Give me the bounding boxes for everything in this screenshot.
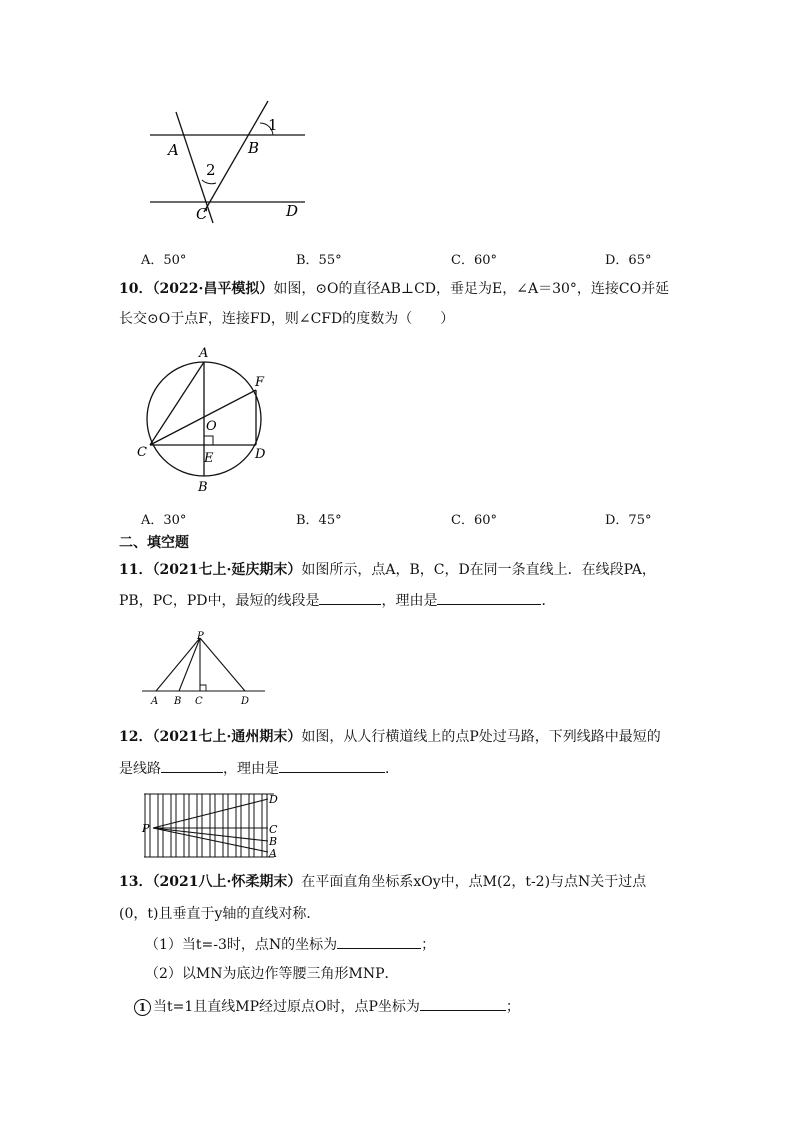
section-2-heading: 二、填空题	[119, 535, 189, 551]
q10-source: （2022·昌平模拟）	[152, 281, 274, 297]
fig9-label-b: B	[248, 139, 260, 157]
q13-sub2-part1-blank[interactable]	[420, 996, 506, 1011]
segment-pd	[200, 638, 245, 691]
q10-choice-b: B．45°	[296, 513, 342, 528]
q13-number: 13	[119, 874, 139, 890]
q10-choice-c: C．60°	[451, 513, 497, 528]
fig12-label-a: A	[269, 847, 277, 860]
q9-choice-a: A．50°	[141, 253, 187, 268]
fig10-label-e: E	[204, 451, 214, 466]
segment-cf	[150, 390, 256, 445]
q9-choice-b: B．55°	[296, 253, 342, 268]
q11-stem-1: 如图所示，点A，B，C，D在同一条直线上．在线段PA，	[301, 562, 656, 578]
q12-stem-1: 如图，从人行横道线上的点P处过马路，下列线路中最短的	[301, 729, 661, 745]
q11-line1: 11．（2021七上·延庆期末）如图所示，点A，B，C，D在同一条直线上．在线段PA，	[119, 562, 656, 578]
fig11-label-b: B	[174, 696, 182, 707]
circled-number-1: 1	[134, 999, 151, 1016]
q11-answer-blank-1[interactable]	[319, 590, 381, 605]
segment-pb	[179, 638, 200, 691]
q10-choice-d: D．75°	[605, 513, 652, 528]
q12-source: （2021七上·通州期末）	[152, 729, 302, 745]
q12-stem-2c: ．	[385, 761, 399, 777]
q13-sub1-blank[interactable]	[337, 934, 421, 949]
fig12-label-p: P	[142, 822, 150, 835]
fig12-label-c: C	[269, 823, 278, 836]
q13-sub1-end: ；	[421, 937, 436, 953]
q11-stem-2c: ．	[541, 593, 556, 609]
q12-answer-blank-1[interactable]	[161, 758, 223, 773]
fig9-label-2: 2	[206, 161, 216, 179]
right-angle-mark	[200, 685, 206, 691]
q9-figure	[140, 95, 315, 235]
fig9-label-c: C	[196, 205, 208, 223]
fig11-label-c: C	[195, 696, 203, 707]
segment-pa	[156, 638, 200, 691]
q13-line2: (0，t)且垂直于y轴的直线对称．	[119, 906, 321, 922]
q11-stem-2b: ，理由是	[381, 593, 438, 609]
q13-sub1	[145, 934, 435, 955]
q9-choice-c: C．60°	[451, 253, 497, 268]
q11-source: （2021七上·延庆期末）	[152, 562, 302, 578]
fig11-label-p: P	[197, 631, 204, 642]
fig12-label-b: B	[269, 835, 278, 848]
q10-number: 10	[119, 281, 139, 297]
q13-source: （2021八上·怀柔期末）	[152, 874, 302, 890]
fig9-label-a: A	[168, 141, 179, 159]
q9-choice-d: D．65°	[605, 253, 652, 268]
q10-stem-1: 如图，⊙O的直径AB⊥CD，垂足为E，∠A＝30°，连接CO并延	[273, 281, 670, 297]
fig12-label-d: D	[269, 793, 278, 806]
q13-sub2-part1	[134, 996, 520, 1017]
q12-number: 12	[119, 729, 139, 745]
q13-sub2-part1-end: ；	[505, 999, 520, 1015]
q13-stem-1: 在平面直角坐标系xOy中，点M(2，t-2)与点N关于过点	[301, 874, 647, 890]
q11-number: 11	[119, 562, 139, 578]
fig10-label-b: B	[198, 480, 208, 495]
q11-stem-2a: PB，PC，PD中，最短的线段是	[119, 593, 320, 609]
fig10-label-f: F	[255, 375, 265, 390]
q13-sub2: （2）以MN为底边作等腰三角形MNP．	[145, 966, 399, 982]
fig11-label-d: D	[241, 696, 250, 707]
fig9-label-1: 1	[268, 116, 278, 134]
q11-figure	[140, 630, 270, 708]
right-angle-mark	[204, 436, 213, 445]
q10-line1: 10．（2022·昌平模拟）如图，⊙O的直径AB⊥CD，垂足为E，∠A＝30°，连接CO并延	[119, 281, 670, 297]
q10-choice-a: A．30°	[141, 513, 187, 528]
q12-figure	[140, 788, 280, 860]
q12-line1: 12．（2021七上·通州期末）如图，从人行横道线上的点P处过马路，下列线路中最短的	[119, 729, 661, 745]
q12-answer-blank-2[interactable]	[279, 758, 385, 773]
q12-stem-2b: ，理由是	[223, 761, 279, 777]
q12-line2	[119, 758, 399, 779]
fig9-label-d: D	[286, 202, 299, 220]
q13-sub1-text: （1）当t=-3时，点N的坐标为	[145, 937, 338, 953]
fig11-label-a: A	[151, 696, 159, 707]
fig10-label-c: C	[137, 445, 147, 460]
fig10-label-a: A	[199, 346, 209, 361]
q10-line2: 长交⊙O于点F，连接FD，则∠CFD的度数为（ ）	[119, 311, 455, 327]
fig10-label-o: O	[206, 419, 217, 434]
angle-2-arc	[202, 180, 216, 184]
fig10-label-d: D	[255, 447, 266, 462]
q10-figure	[133, 340, 278, 495]
q13-line1: 13．（2021八上·怀柔期末）在平面直角坐标系xOy中，点M(2，t-2)与点N关于过点	[119, 874, 647, 890]
q11-line2	[119, 590, 555, 611]
q13-sub2-part1-text: 当t=1且直线MP经过原点O时，点P坐标为	[153, 999, 420, 1015]
q12-stem-2a: 是线路	[119, 761, 161, 777]
q11-answer-blank-2[interactable]	[437, 590, 541, 605]
segment-ac	[150, 362, 204, 445]
